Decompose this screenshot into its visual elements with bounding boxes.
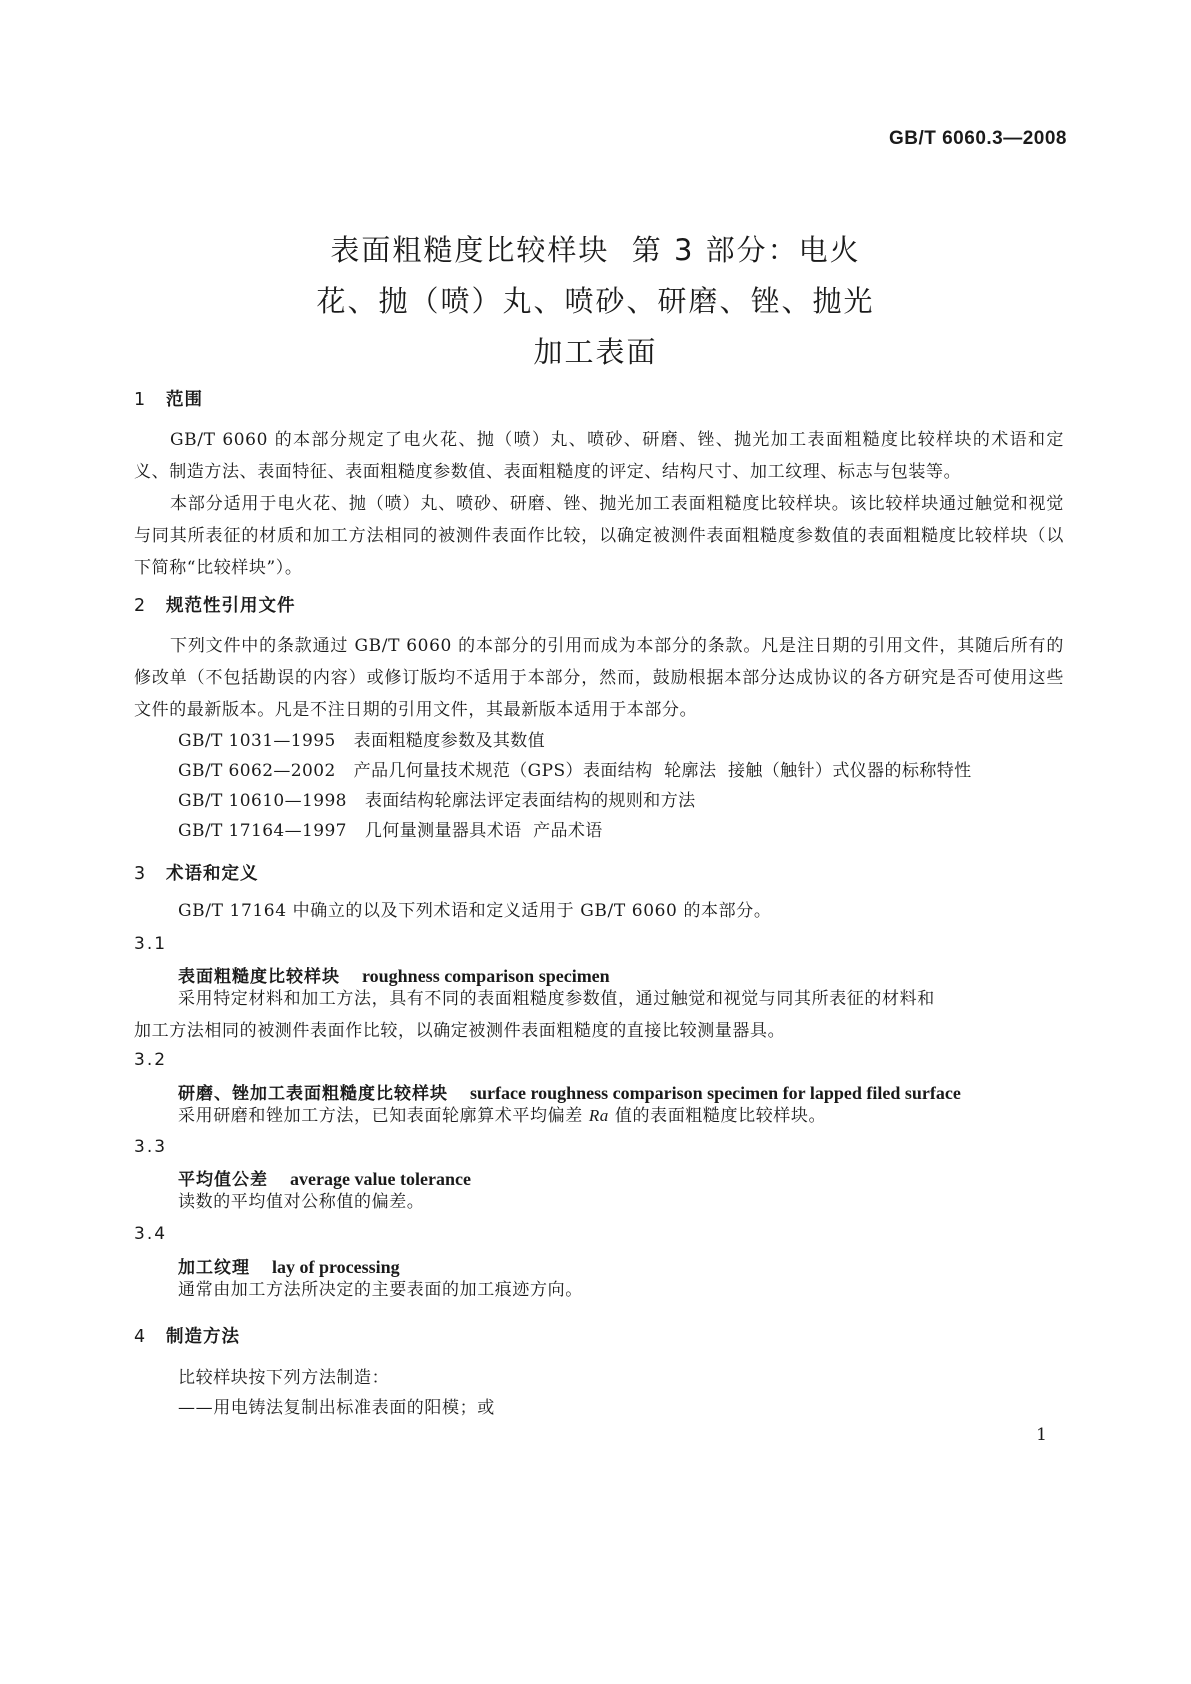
section-4-line-1: 比较样块按下列方法制造： [178,1368,390,1388]
reference-code: GB/T 10610—1998 [178,791,347,811]
section-number: 3 [134,864,147,884]
section-1-paragraph-2: 本部分适用于电火花、抛（喷）丸、喷砂、研磨、锉、抛光加工表面粗糙度比较样块。该比较样块通过触觉和视觉与同其所表征的材质和加工方法相同的被测件表面作比较，以确定被测件表面粗糙度参数值的表面粗糙度比较样块（以下简称“比较样块”）。 [134,494,1064,578]
section-4-heading [134,1323,240,1348]
term-definition: 通常由加工方法所决定的主要表面的加工痕迹方向。 [178,1280,583,1300]
reference-title: 几何量测量器具术语 产品术语 [364,821,603,841]
title-line-2: 花、抛（喷）丸、喷砂、研磨、锉、抛光 [316,284,875,318]
section-2-heading [134,592,296,617]
reference-item [178,816,603,841]
reference-item [178,786,696,811]
reference-code: GB/T 1031—1995 [178,731,336,751]
section-number: 1 [134,390,147,410]
standard-code: GB/T 6060.3—2008 [888,128,1067,149]
term-definition-text: 值的表面粗糙度比较样块。 [608,1106,827,1126]
section-number: 4 [134,1327,147,1347]
section-number: 2 [134,596,147,616]
section-3-intro: GB/T 17164 中确立的以及下列术语和定义适用于 GB/T 6060 的本部分。 [178,901,772,921]
section-2-paragraph: 下列文件中的条款通过 GB/T 6060 的本部分的引用而成为本部分的条款。凡是注日期的引用文件，其随后所有的修改单（不包括勘误的内容）或修订版均不适用于本部分，然而，鼓励根据本部分达成协议的各方研究是否可使用这些文件的最新版本。凡是不注日期的引用文件，其最新版本适用于本部分。 [134,636,1064,720]
title-line-3: 加工表面 [533,335,658,369]
term-name-en: surface roughness comparison specimen for lapped filed surface [470,1083,961,1103]
page-number: 1 [1036,1425,1047,1445]
term-definition-text: 采用研磨和锉加工方法，已知表面轮廓算术平均偏差 [178,1106,589,1126]
section-title: 术语和定义 [166,864,259,884]
ra-symbol: Ra [588,1106,609,1125]
reference-code: GB/T 17164—1997 [178,821,347,841]
term-number: 3.2 [134,1050,168,1070]
reference-item [178,726,545,751]
term-name-en: lay of processing [272,1257,400,1277]
term-name-en: roughness comparison specimen [362,966,610,986]
reference-item [178,756,972,781]
term-definition: 采用特定材料和加工方法，具有不同的表面粗糙度参数值，通过触觉和视觉与同其所表征的材料和 [178,989,935,1009]
term-name-zh: 表面粗糙度比较样块 [178,967,340,987]
section-3-heading [134,860,259,885]
term-number: 3.1 [134,934,168,954]
term-number: 3.4 [134,1224,168,1244]
term-name-en: average value tolerance [290,1169,471,1189]
term-name-zh: 研磨、锉加工表面粗糙度比较样块 [178,1084,448,1104]
reference-title: 表面结构轮廓法评定表面结构的规则和方法 [364,791,696,811]
reference-code: GB/T 6062—2002 [178,761,336,781]
section-4-line-2: ——用电铸法复制出标准表面的阳模；或 [178,1398,495,1418]
term-number: 3.3 [134,1137,168,1157]
term-name-zh: 平均值公差 [178,1170,268,1190]
term-definition: 读数的平均值对公称值的偏差。 [178,1192,425,1212]
section-title: 范围 [166,390,203,410]
section-1-paragraph-1: GB/T 6060 的本部分规定了电火花、抛（喷）丸、喷砂、研磨、锉、抛光加工表面粗糙度比较样块的术语和定义、制造方法、表面特征、表面粗糙度参数值、表面粗糙度的评定、结构尺寸、加工纹理、标志与包装等。 [134,430,1064,482]
title-line-1: 表面粗糙度比较样块 第 3 部分：电火 [330,233,861,267]
section-title: 制造方法 [166,1327,240,1347]
document-title [0,225,1191,378]
term-definition-continued: 加工方法相同的被测件表面作比较，以确定被测件表面粗糙度的直接比较测量器具。 [134,1021,786,1041]
section-1-heading [134,386,203,411]
reference-title: 表面粗糙度参数及其数值 [353,731,546,751]
term-definition [178,1100,1064,1132]
term-name-zh: 加工纹理 [178,1258,250,1278]
reference-title: 产品几何量技术规范（GPS）表面结构 轮廓法 接触（触针）式仪器的标称特性 [353,761,972,781]
section-title: 规范性引用文件 [166,596,296,616]
